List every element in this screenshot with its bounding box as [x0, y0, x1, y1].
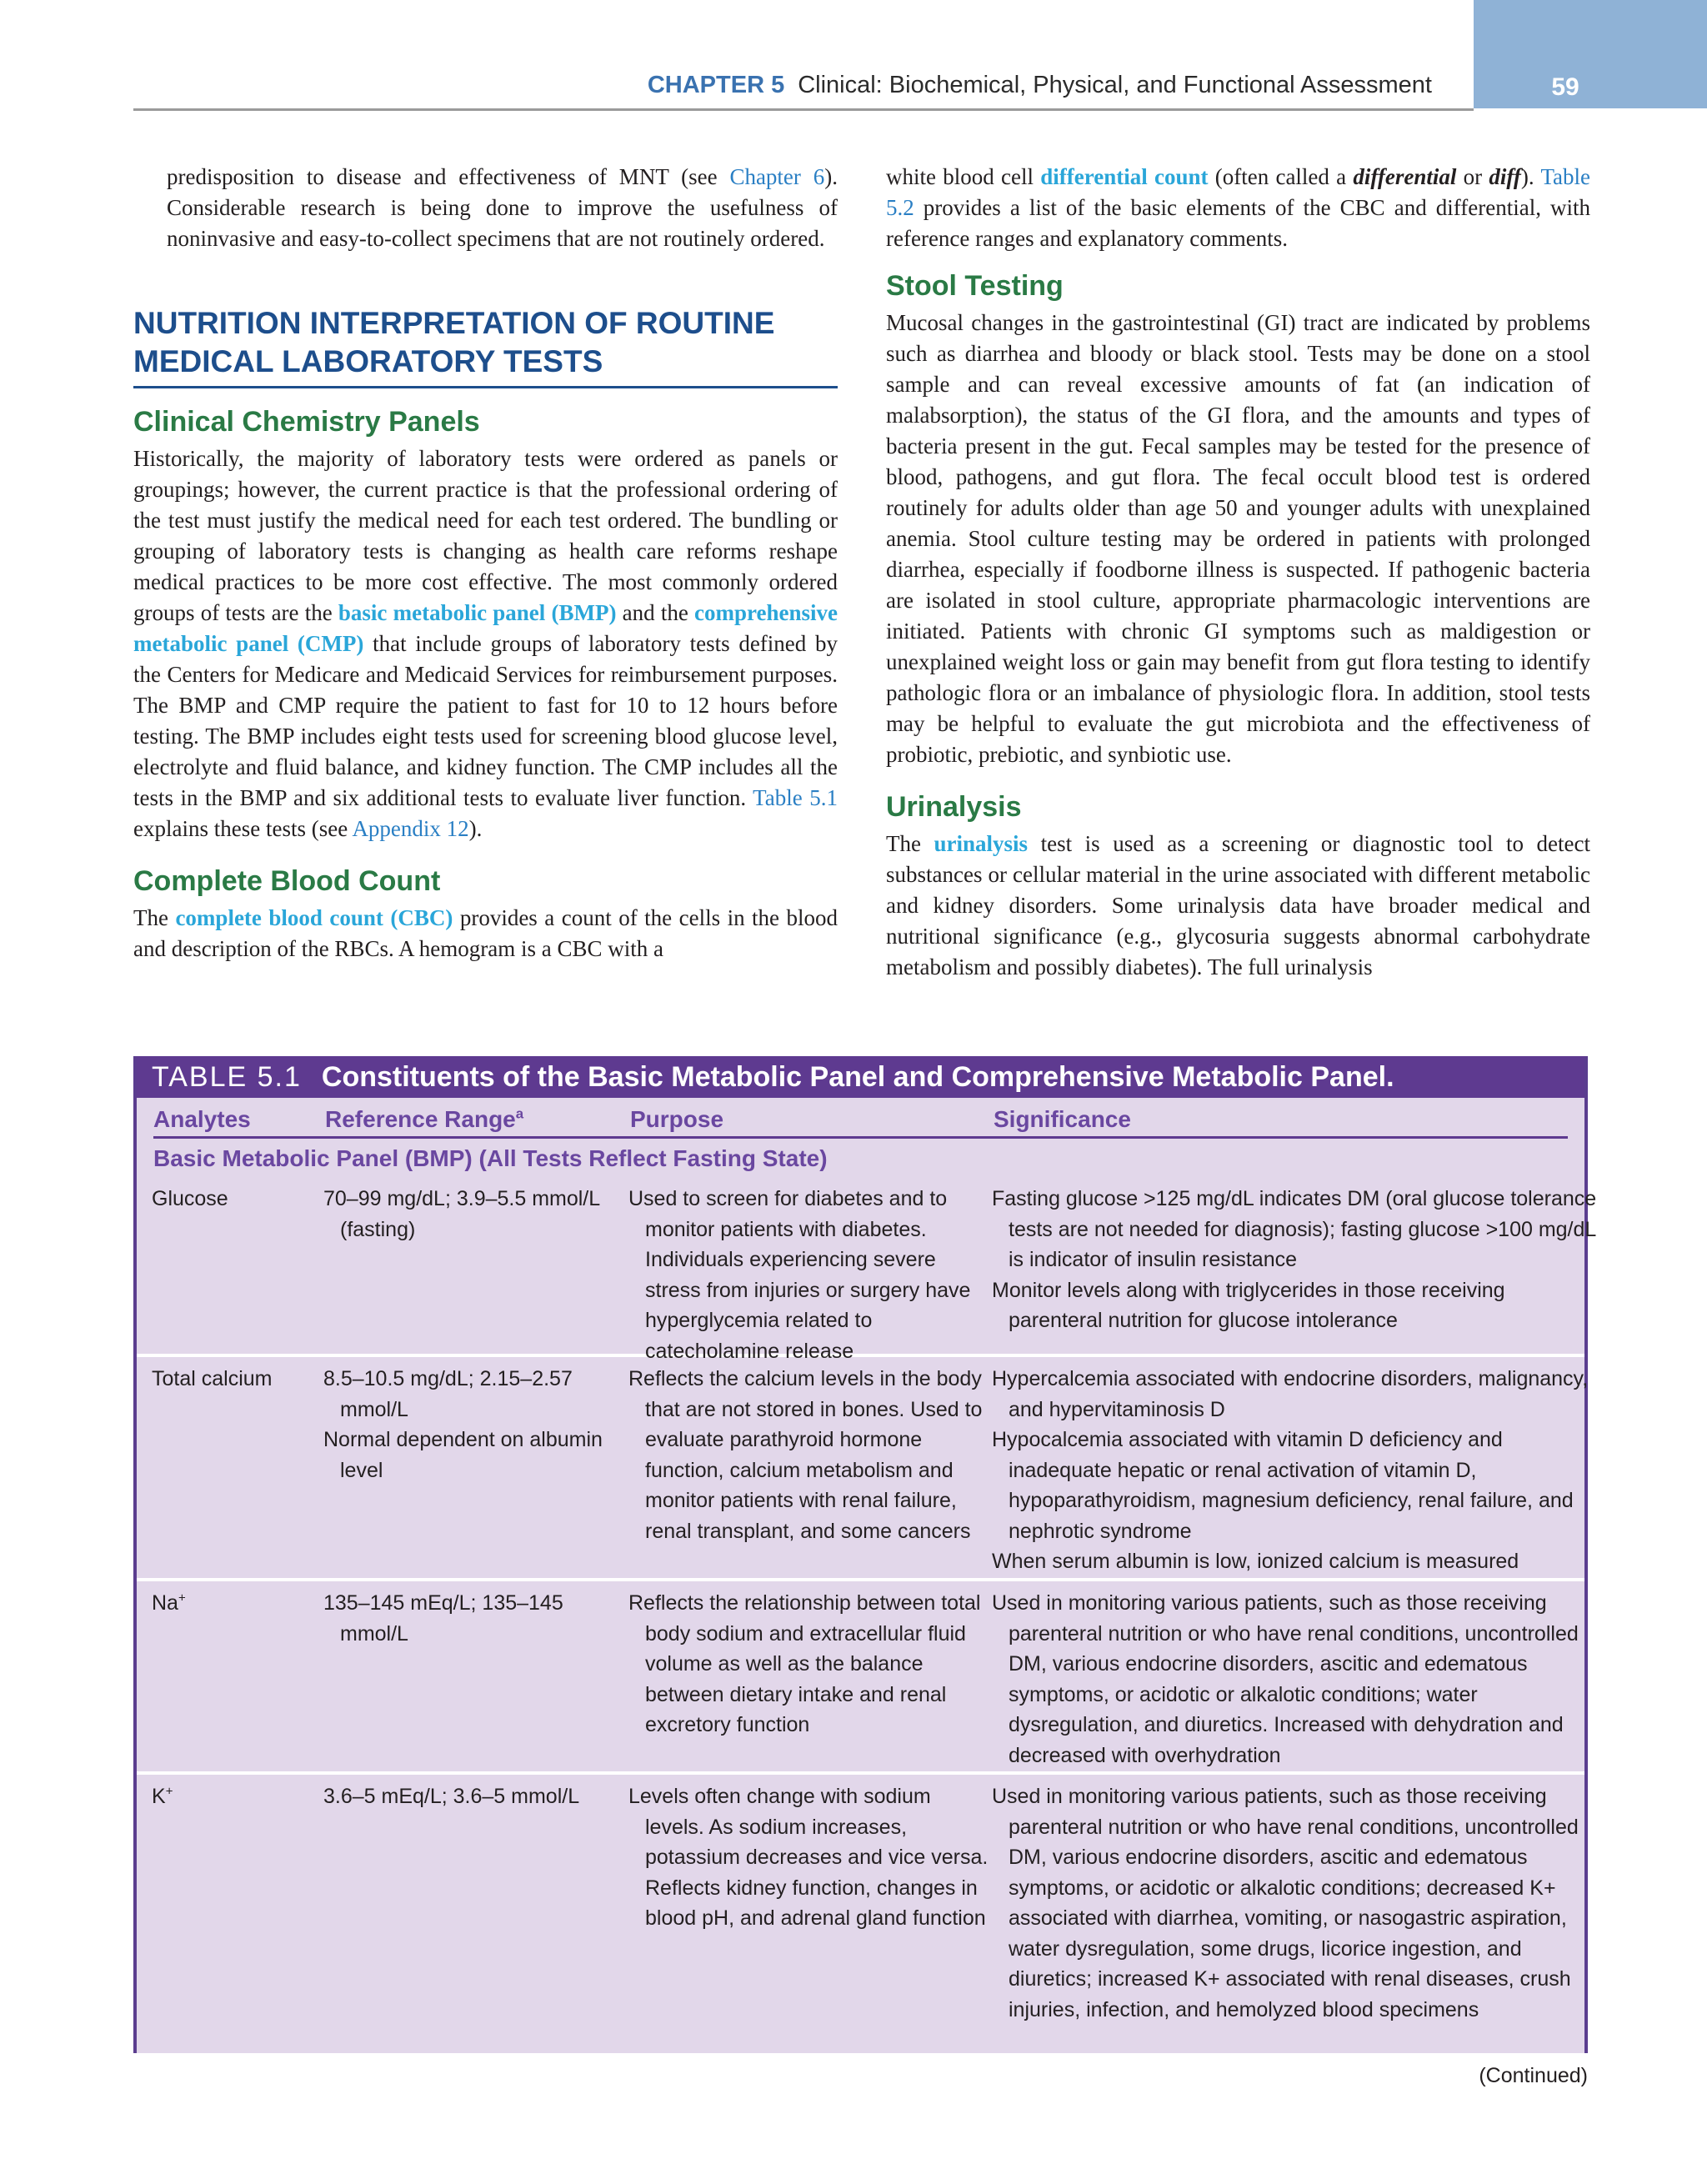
table-5-1-link[interactable]: Table 5.1: [753, 785, 838, 810]
right-paragraph-1: white blood cell differential count (often called a differential or diff). Table 5.2 provides a list of the basic elements of the CBC and differential, with reference ranges and explanatory comments.: [886, 164, 1591, 251]
analyte-cell: K+: [152, 1784, 173, 1808]
range-cell: 70–99 mg/dL; 3.9–5.5 mmol/L (fasting): [323, 1187, 600, 1241]
urinalysis-term-link[interactable]: urinalysis: [934, 831, 1029, 856]
purpose-cell: Reflects the relationship between total body sodium and extracellular fluid volume as well as the balance between dietary intake and renal excretory function: [628, 1591, 981, 1736]
subheading-clinical-chemistry: Clinical Chemistry Panels: [133, 406, 480, 438]
section-title: NUTRITION INTERPRETATION OF ROUTINE MEDICAL LABORATORY TESTS: [133, 304, 838, 388]
cmp-term-link[interactable]: comprehensive metabolic panel (CMP): [133, 600, 838, 656]
analyte-cell: Na+: [152, 1590, 186, 1615]
table-5-1: [133, 1056, 1597, 2053]
table-title: Constituents of the Basic Metabolic Panel and Comprehensive Metabolic Panel.: [321, 1060, 1394, 1093]
left-paragraph-3: The complete blood count (CBC) provides a count of the cells in the blood and description of the RBCs. A hemogram is a CBC with a: [133, 905, 838, 961]
significance-cell: Hypercalcemia associated with endocrine disorders, malignancy, and hypervitaminosis D Hypocalcemia associated with vitamin D deficiency and inadequate hepatic or renal activation of vitamin D, hypoparathyroidism, magnesium deficiency, renal failure, and nephrotic syndrome When serum albumin is low, ionized calcium is measured: [992, 1367, 1589, 1573]
appendix-12-link[interactable]: Appendix 12: [352, 816, 469, 841]
right-column: [886, 162, 1590, 983]
right-paragraph-3: The urinalysis test is used as a screening or diagnostic tool to detect substances or cellular material in the urine associated with different metabolic and kidney disorders. Some urinalysis data have broader medical and nutritional significance (e.g., glycosuria suggests abnormal carbohydrate metabolism and possibly diabetes). The full urinalysis: [886, 831, 1590, 979]
left-paragraph-2: Historically, the majority of laboratory tests were ordered as panels or groupings; however, the current practice is that the professional ordering of the test must justify the medical need for each test ordered. The bundling or grouping of laboratory tests is changing as health care reforms reshape medical practices to be more cost effective. The most commonly ordered groups of tests are the basic metabolic panel (BMP) and the comprehensive metabolic panel (CMP) that include groups of laboratory tests defined by the Centers for Medicare and Medicaid Services for reimbursement purposes. The BMP and CMP require the patient to fast for 10 to 12 hours before testing. The BMP includes eight tests used for screening blood glucose level, electrolyte and fluid balance, and kidney function. The CMP includes all the tests in the BMP and six additional tests to evaluate liver function. Table 5.1 explains these tests (see Appendix 12).: [133, 446, 838, 841]
significance-cell: Fasting glucose >125 mg/dL indicates DM (oral glucose tolerance tests are not needed for diagnosis); fasting glucose >100 mg/dL is indicator of insulin resistance Monitor levels along with triglycerides in those receiving parenteral nutrition for glucose intolerance: [992, 1187, 1597, 1332]
subheading-stool-testing: Stool Testing: [886, 270, 1064, 302]
right-paragraph-2: Mucosal changes in the gastrointestinal (GI) tract are indicated by problems such as diarrhea and bloody or black stool. Tests may be done on a stool sample and can reveal excessive amounts of fat (an indication of malabsorption), the status of the GI flora, and the amounts and types of bacteria present in the gut. Fecal samples may be tested for the presence of blood, pathogens, and gut flora. The fecal occult blood test is ordered routinely for adults older than age 50 and younger adults with unexplained anemia. Stool culture testing may be ordered in patients with prolonged diarrhea, especially if foodborne illness is suspected. If pathogenic bacteria are isolated in stool culture, appropriate pharmacologic interventions are initiated. Patients with chronic GI symptoms such as maldigestion or unexplained weight loss or gain may benefit from gut flora testing to identify pathologic flora or an imbalance of physiologic flora. In addition, stool tests may be helpful to evaluate the gut microbiota and the effectiveness of probiotic, prebiotic, and synbiotic use.: [886, 310, 1590, 767]
chapter-6-link[interactable]: Chapter 6: [729, 164, 825, 189]
bmp-term-link[interactable]: basic metabolic panel (BMP): [338, 600, 617, 625]
range-cell: 3.6–5 mEq/L; 3.6–5 mmol/L: [323, 1785, 580, 1808]
left-column: [133, 162, 838, 964]
range-cell: 135–145 mEq/L; 135–145 mmol/L: [323, 1591, 563, 1646]
table-row: [137, 1177, 1597, 1363]
table-column-headers: [153, 1098, 1568, 1139]
subheading-urinalysis: Urinalysis: [886, 791, 1022, 823]
analyte-cell: Total calcium: [152, 1367, 273, 1390]
header-rule: [133, 108, 1474, 111]
table-title-bar: [137, 1056, 1584, 1098]
chapter-label: CHAPTER 5: [647, 72, 785, 98]
page-number: 59: [1551, 73, 1579, 101]
purpose-cell: Reflects the calcium levels in the body that are not stored in bones. Used to evaluate parathyroid hormone function, calcium metabolism and monitor patients with renal failure, renal transplant, and some cancers: [628, 1367, 983, 1543]
chapter-title: Clinical: Biochemical, Physical, and Functional Assessment: [798, 72, 1432, 98]
continued-note: (Continued): [1479, 2064, 1588, 2087]
column-header-significance: Significance: [994, 1106, 1131, 1132]
column-header-reference-range: Reference Range$^a$: [325, 1105, 524, 1132]
cbc-term-link[interactable]: complete blood count (CBC): [175, 905, 453, 930]
page-number-tab: [1474, 0, 1707, 108]
table-label: TABLE 5.1: [152, 1060, 302, 1093]
analyte-cell: Glucose: [152, 1187, 228, 1210]
column-header-purpose: Purpose: [630, 1106, 724, 1132]
significance-cell: Used in monitoring various patients, such as those receiving parenteral nutrition or who have renal conditions, uncontrolled DM, various endocrine disorders, ascitic and edematous symptoms, or acidotic or alkalotic conditions; water dysregulation, and diuretics. Increased with dehydration and decreased with overhydration: [992, 1591, 1579, 1767]
table-5-2-link[interactable]: Table 5.2: [886, 164, 1591, 220]
subheading-complete-blood-count: Complete Blood Count: [133, 865, 441, 897]
table-group-heading: Basic Metabolic Panel (BMP) (All Tests Reflect Fasting State): [153, 1145, 828, 1171]
differential-count-term-link[interactable]: differential count: [1040, 164, 1209, 189]
range-cell: 8.5–10.5 mg/dL; 2.15–2.57 mmol/L Normal dependent on albumin level: [323, 1367, 603, 1482]
left-paragraph-1: predisposition to disease and effectiveness of MNT (see Chapter 6). Considerable research is being done to improve the usefulness of noninvasive and easy-to-collect specimens that are not routinely ordered.: [167, 164, 838, 251]
running-header: [648, 72, 1432, 99]
table-row: [137, 1581, 1584, 1775]
purpose-cell: Used to screen for diabetes and to monitor patients with diabetes. Individuals experiencing severe stress from injuries or surgery have hyperglycemia related to catecholamine release: [628, 1187, 971, 1363]
footnote-marker: a: [515, 1105, 524, 1122]
table-body: [137, 1177, 1597, 2021]
purpose-cell: Levels often change with sodium levels. As sodium increases, potassium decreases and vice versa. Reflects kidney function, changes in blood pH, and adrenal gland function: [628, 1785, 989, 1930]
table-row: [137, 1357, 1589, 1581]
table-row: [137, 1775, 1584, 2021]
column-header-analytes: Analytes: [153, 1106, 251, 1132]
significance-cell: Used in monitoring various patients, such as those receiving parenteral nutrition or who have renal conditions, uncontrolled DM, various endocrine disorders, ascitic and edematous symptoms, or acidotic or alkalotic conditions; decreased K+ associated with diarrhea, vomiting, or nasogastric aspiration, water dysregulation, some drugs, licorice ingestion, and diuretics; increased K+ associated with renal diseases, crush injuries, infection, and hemolyzed blood specimens: [992, 1785, 1579, 2021]
